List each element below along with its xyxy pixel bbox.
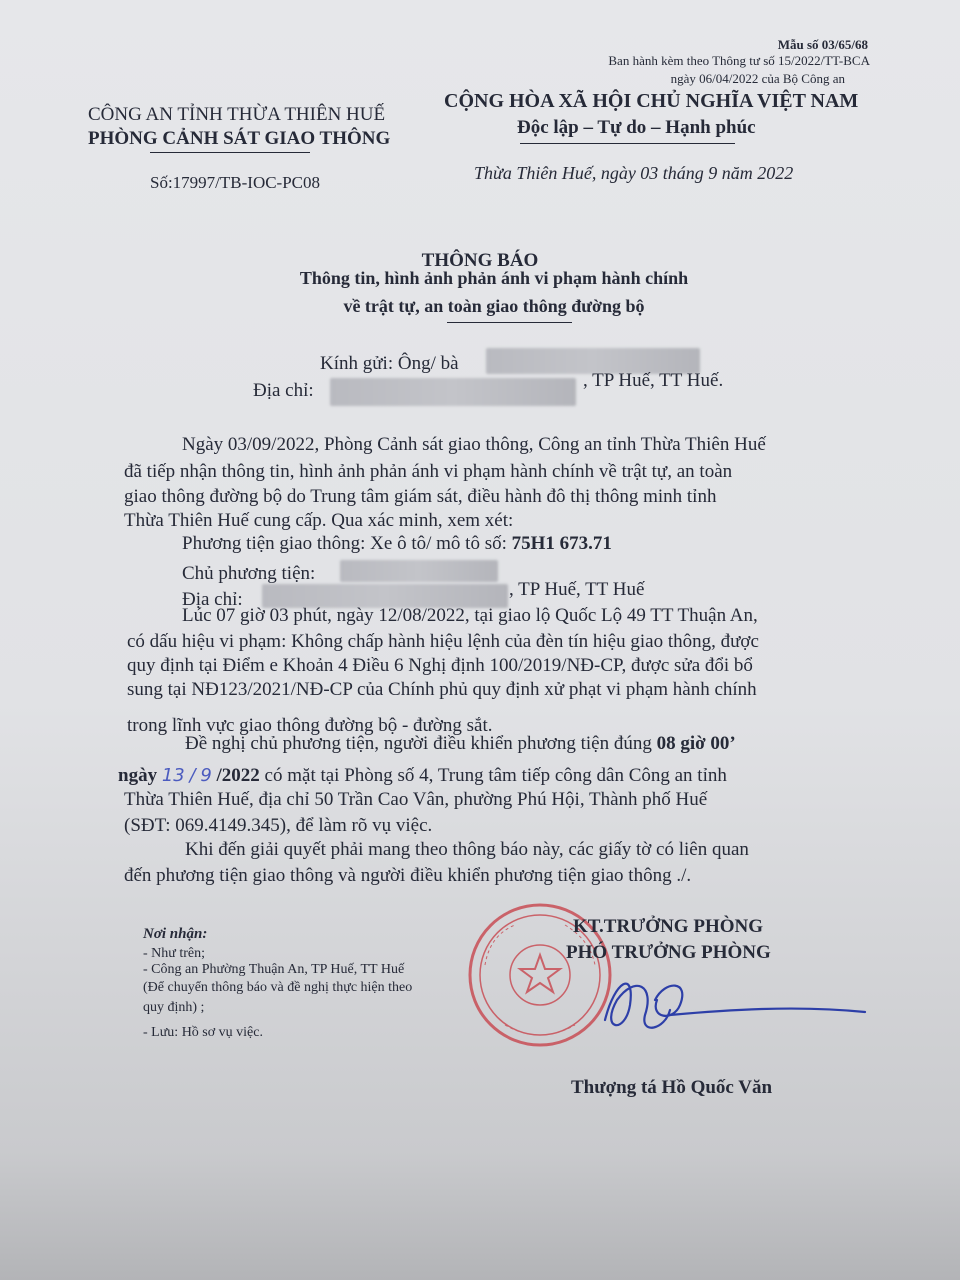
paragraph3-line1 [185,732,736,756]
day-label: ngày [118,765,158,786]
recipients-title: Nơi nhận: [143,926,208,942]
national-motto: Độc lập – Tự do – Hạnh phúc [517,117,756,138]
recipient-item: quy định) ; [143,1000,205,1015]
signer-name: Thượng tá Hồ Quốc Văn [571,1077,773,1098]
agency-name: CÔNG AN TỈNH THỪA THIÊN HUẾ [88,104,386,125]
owner-address-label: Địa chỉ: [182,589,243,610]
paragraph2-line5: trong lĩnh vực giao thông đường bộ - đường sắt. [127,715,493,736]
paragraph1-line3: giao thông đường bộ do Trung tâm giám sát, điều hành đô thị thông minh tỉnh [124,486,717,507]
recipient-item: - Lưu: Hồ sơ vụ việc. [143,1025,263,1040]
signature-title-line1: KT.TRƯỞNG PHÒNG [573,916,763,937]
handwritten-signature [595,960,875,1050]
subtitle-underline [447,322,572,323]
address-suffix: , TP Huế, TT Huế. [583,370,724,391]
appointment-year: /2022 [216,765,260,786]
recipient-item: (Để chuyển thông báo và đề nghị thực hiện theo [143,980,413,995]
motto-underline [520,143,735,144]
form-reference-line1: Ban hành kèm theo Thông tư số 15/2022/TT-BCA [608,53,870,68]
paragraph4-line2: đến phương tiện giao thông và người điều khiển phương tiện giao thông ./. [124,865,692,886]
form-number: Mẫu số 03/65/68 [777,37,868,52]
paragraph2-line1: Lúc 07 giờ 03 phút, ngày 12/08/2022, tại giao lộ Quốc Lộ 49 TT Thuận An, [182,605,758,626]
addressee-label: Kính gửi: Ông/ bà [320,353,459,374]
appointment-location: có mặt tại Phòng số 4, Trung tâm tiếp công dân Công an tỉnh [259,765,727,786]
address-label: Địa chỉ: [253,380,314,401]
owner-label: Chủ phương tiện: [182,563,316,584]
place-and-date: Thừa Thiên Huế, ngày 03 tháng 9 năm 2022 [474,163,794,183]
vehicle-line [182,532,612,556]
paragraph3-line3: Thừa Thiên Huế, địa chỉ 50 Trần Cao Vân, phường Phú Hội, Thành phố Huế [124,789,708,810]
paragraph4-line1: Khi đến giải quyết phải mang theo thông báo này, các giấy tờ có liên quan [185,839,749,860]
signature-title-line2: PHÓ TRƯỞNG PHÒNG [566,942,771,963]
document-subtitle-line1: Thông tin, hình ảnh phản ánh vi phạm hành chính [299,268,689,288]
owner-address-suffix: , TP Huế, TT Huế [509,579,645,600]
department-underline [150,152,310,153]
paragraph2-line4: sung tại NĐ123/2021/NĐ-CP của Chính phủ quy định xử phạt vi phạm hành chính [127,679,757,700]
vehicle-label: Phương tiện giao thông: Xe ô tô/ mô tô số: [182,533,512,554]
department-name: PHÒNG CẢNH SÁT GIAO THÔNG [88,128,391,149]
recipient-item: - Công an Phường Thuận An, TP Huế, TT Huế [143,962,405,977]
appointment-time: 08 giờ 00’ [656,733,736,754]
document-subtitle-line2: về trật tự, an toàn giao thông đường bộ [343,296,645,316]
national-title: CỘNG HÒA XÃ HỘI CHỦ NGHĨA VIỆT NAM [444,90,859,112]
paragraph3-line4: (SĐT: 069.4149.345), để làm rõ vụ việc. [124,815,433,836]
handwritten-month: 9 [200,765,212,786]
paragraph1-line2: đã tiếp nhận thông tin, hình ảnh phản ánh vi phạm hành chính về trật tự, an toàn [124,461,733,482]
paragraph3-line2 [118,764,727,788]
redacted-owner [340,560,498,582]
document-title: THÔNG BÁO [421,250,539,271]
paragraph1-line4: Thừa Thiên Huế cung cấp. Qua xác minh, xem xét: [124,510,514,531]
handwritten-slash: / [189,765,196,786]
paragraph1-line1: Ngày 03/09/2022, Phòng Cảnh sát giao thông, Công an tỉnh Thừa Thiên Huế [182,434,766,455]
handwritten-day: 13 [161,765,185,786]
document-number: Số:17997/TB-IOC-PC08 [150,173,321,192]
paragraph2-line3: quy định tại Điểm e Khoản 4 Điều 6 Nghị định 100/2019/NĐ-CP, được sửa đổi bổ [127,655,753,676]
recipient-item: - Như trên; [143,946,206,961]
license-plate: 75H1 673.71 [511,533,612,554]
request-text: Đề nghị chủ phương tiện, người điều khiển phương tiện đúng [185,733,657,754]
redacted-address [330,378,576,406]
paragraph2-line2: có dấu hiệu vi phạm: Không chấp hành hiệu lệnh của đèn tín hiệu giao thông, được [127,631,759,652]
form-reference-line2: ngày 06/04/2022 của Bộ Công an [670,71,845,86]
